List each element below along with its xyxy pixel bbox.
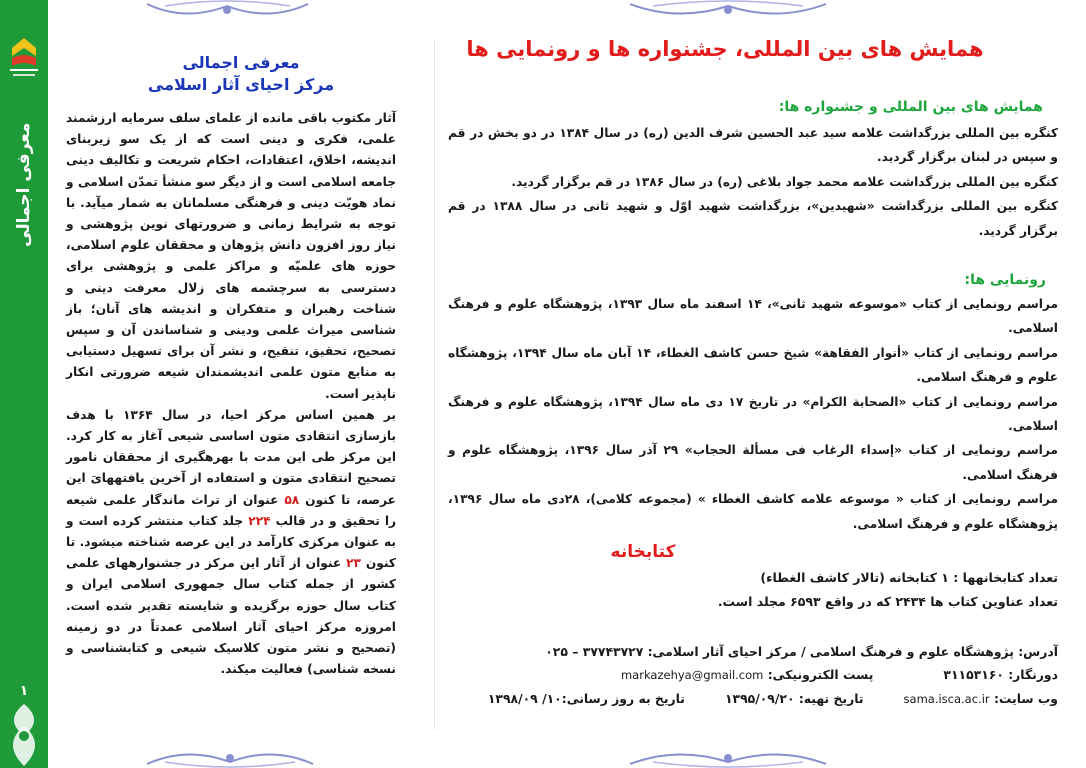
library-volumes: تعداد عناوین کتاب ها ۲۴۳۴ که در واقع ۶۵۹۳ مجلد است. [717, 594, 1058, 610]
conferences-list [448, 121, 1058, 243]
page-title: همایش های بین المللی، جشنواره ها و رونمایی ها [466, 37, 984, 61]
intro-text: جلد کتاب منتشر کرده است و به عنوان مرکزی کارآمد در این عرصه شناخته میشود. تا کنون [66, 513, 396, 571]
intro-body [66, 108, 396, 680]
email-link[interactable]: markazehya@gmail.com [620, 668, 764, 683]
intro-paragraph-1: آثار مکتوب باقی مانده از علمای سلف سرمایه ارزشمند علمی، فکری و دینی است که از یک سو زیربنای اندیشه، اخلاق، اعتقادات، احکام شریعت و تکالیف دینی جامعه اسلامی است و از دیگر سو منشأ تمدّن اسلامی و نماد هویّت دینی و فرهنگی مسلمانان به شمار میآید. با توجه به شرایط زمانی و ضرورتهای نوین پژوهشی و نیاز روز افزون دانش پژوهان و محققان علوم اسلامی، حوزه های علمیّه و مراکز علمی و پژوهشی برای دسترسی به سرچشمه های زلال معرفت دینی و شناخت رهبران و متفکران و اندیشه های آنان؛ باز شناسی میراث علمی ودینی و شناساندن آن و سپس تصحیح، تحقیق، تنقیح، و نشر آن برای تسهیل دستیابی به منابع متون علمی اندیشمندان شیعه ضرورتی انکار ناپذیر است. [66, 111, 396, 401]
top-ornament-left [145, 0, 310, 26]
contact-info [448, 640, 1058, 711]
email-label: پست الکترونیکی: [767, 667, 874, 683]
intro-text: عنوان از تراث ماندگار علمی شیعه را تحقیق و در قالب [66, 492, 397, 528]
sidebar-vertical-title: معرفی اجمالی مرکز [14, 122, 70, 248]
stat-number: ۵۸ [284, 492, 300, 507]
side-ribbon [0, 0, 70, 768]
website-label: وب سایت: [993, 691, 1058, 707]
fax: دورنگار: ۳۱۱۵۳۱۶۰ [943, 667, 1058, 683]
stat-number: ۲۳ [346, 556, 361, 571]
stat-number: ۲۲۴ [248, 513, 271, 528]
library-info [448, 566, 1058, 614]
website-link[interactable]: sama.isca.ac.ir [903, 692, 990, 707]
list-item: کنگره بین المللی بزرگداشت علامه سید عبد الحسین شرف الدین (ره) در سال ۱۳۸۴ در دو بخش در قم و سپس در لبنان برگزار گردید. [448, 126, 1059, 165]
address: آدرس: پژوهشگاه علوم و فرهنگ اسلامی / مرکز احیای آثار اسلامی: ۳۷۷۴۳۷۲۷ – ۰۲۵ [545, 644, 1058, 660]
column-divider [434, 40, 435, 730]
center-intro [66, 52, 396, 680]
unveilings-heading: رونمایی ها: [964, 272, 1046, 289]
intro-title-line2: مرکز احیای آثار اسلامی [147, 75, 335, 94]
list-item: کنگره بین المللی بزرگداشت «شهیدین»، بزرگداشت شهید اوّل و شهید ثانی در سال ۱۳۸۸ در قم برگزار گردید. [448, 199, 1059, 238]
date-updated: تاریخ به روز رسانی:۱۰/ ۱۳۹۸/۰۹ [487, 691, 685, 707]
intro-text: بر همین اساس مرکز احیا، در سال ۱۳۶۴ با هدف بازسازی انتقادی متون اساسی شیعی آغاز به کار کرد. این مرکز طی این مدت با بهرهگیری از محققان نامور تصحیح انتقادی متون و استفاده از آخرین یافتههایَ این عرصه، تا کنون [66, 407, 396, 507]
arabesque-motif-icon [0, 700, 48, 768]
unveilings-list [448, 292, 1058, 536]
events-section [448, 32, 1058, 711]
intro-paragraph-2 [66, 405, 396, 681]
list-item: کنگره بین المللی بزرگداشت علامه محمد جواد بلاغی (ره) در سال ۱۳۸۶ در قم برگزار گردید. [511, 174, 1058, 189]
bottom-ornament-right [628, 742, 828, 768]
date-prepared: تاریخ تهیه: ۱۳۹۵/۰۹/۲۰ [724, 691, 864, 707]
center-logo-icon [4, 34, 44, 84]
list-item: مراسم رونمایی از کتاب «الصحابة الکرام» در تاریخ ۱۷ دی ماه سال ۱۳۹۴، پژوهشگاه علوم و فرهنگ اسلامی. [448, 394, 1058, 434]
bottom-ornament-left [145, 742, 315, 768]
list-item: مراسم رونمایی از کتاب «إسداء الرغاب فی مسألة الحجاب» ۲۹ آذر سال ۱۳۹۶، پژوهشگاه علوم و فرهنگ اسلامی. [448, 443, 1058, 482]
list-item: مراسم رونمایی از کتاب « موسوعه علامه کاشف الغطاء » (مجموعه کلامی)، ۲۸دی ماه سال ۱۳۹۶، پژوهشگاه علوم و فرهنگ اسلامی. [448, 492, 1059, 531]
top-ornament-right [628, 0, 828, 26]
conferences-heading: همایش های بین المللی و جشنواره ها: [778, 99, 1043, 115]
intro-text: عنوان از آثار این مرکز در جشنوارههای علمی کشور از جمله کتاب سال جمهوری اسلامی ایران و کتاب سال حوزه برگزیده و شایسته تقدیر شده است. امروزه مرکز احیای آثار اسلامی عمدتاً در دو زمینه (تصحیح و نشر متون کلاسیک شیعی و کتابشناسی و نسخه شناسی) فعالیت میکند. [66, 556, 396, 677]
intro-title [66, 52, 416, 96]
library-count: تعداد کتابخانهها : ۱ کتابخانه (تالار کاشف الغطاء) [760, 570, 1058, 586]
library-heading: کتابخانه [610, 542, 676, 563]
list-item: مراسم رونمایی از کتاب «موسوعه شهید ثانی»، ۱۴ اسفند ماه سال ۱۳۹۳، پژوهشگاه علوم و فرهنگ اسلامی. [448, 297, 1059, 336]
intro-title-line1: معرفی اجمالی [182, 53, 300, 72]
list-item: مراسم رونمایی از کتاب «أنوار الفقاهة» شیخ حسن کاشف الغطاء، ۱۴ آبان ماه سال ۱۳۹۴، پژوهشگاه علوم و فرهنگ اسلامی. [448, 345, 1058, 385]
page-number: ۱ [19, 683, 29, 699]
